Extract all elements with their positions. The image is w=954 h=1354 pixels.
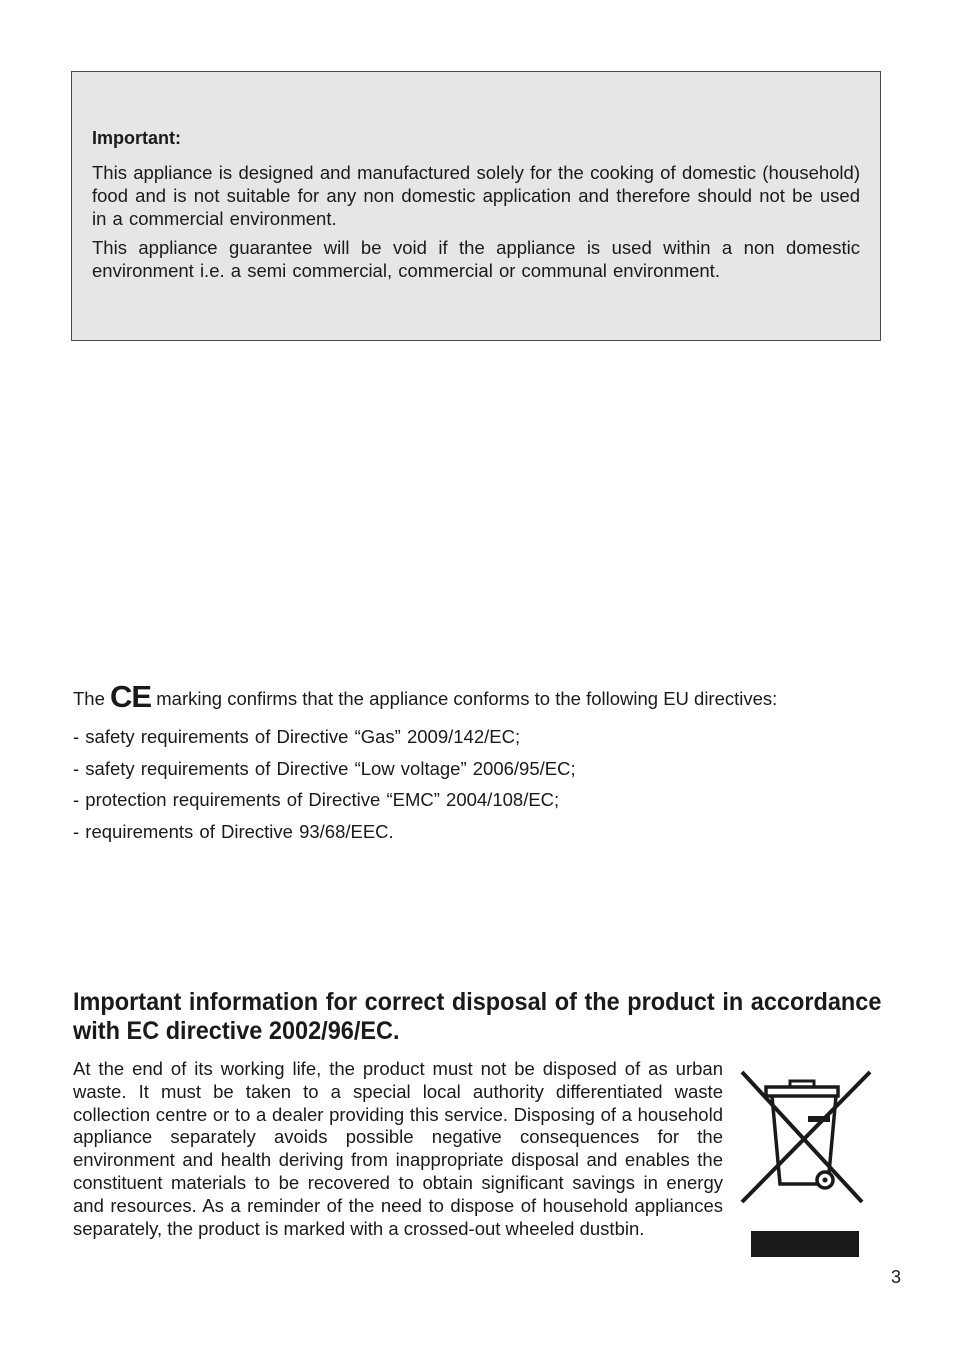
ce-intro-before: The <box>73 688 105 709</box>
important-heading: Important: <box>92 128 181 148</box>
important-notice-box <box>71 71 881 341</box>
important-paragraph-domestic-use: This appliance is designed and manufactured solely for the cooking of domestic (household) food and is not suitable for any non domestic application and therefore should not be used in a commercial environment. <box>92 162 860 229</box>
important-notice-content <box>92 127 860 288</box>
ce-intro-after: marking confirms that the appliance conforms to the following EU directives: <box>156 688 778 709</box>
crossed-out-wheeled-bin-icon <box>736 1066 872 1262</box>
ce-conformity-section <box>73 677 893 847</box>
directive-list <box>73 721 893 847</box>
disposal-body-text: At the end of its working life, the product must not be disposed of as urban waste. It must be taken to a special local authority differentiated waste collection centre or to a dealer providing this service. Disposing of a household appliance separately avoids possible negative consequences for the environment and health deriving from inappropriate disposal and enables the constituent materials to be recovered to obtain significant savings in energy and resources. As a reminder of the need to dispose of household appliances separately, the product is marked with a crossed-out wheeled dustbin. <box>73 1058 723 1239</box>
page-number: 3 <box>891 1267 902 1287</box>
ce-mark: CE <box>110 679 152 714</box>
disposal-heading: Important information for correct disposal of the product in accordance with EC directive 2002/96/EC. <box>73 988 882 1045</box>
ce-intro <box>73 677 893 719</box>
directive-item-emc: - protection requirements of Directive “EMC” 2004/108/EC; <box>73 789 560 810</box>
directive-item-93-68-eec: - requirements of Directive 93/68/EEC. <box>73 820 394 842</box>
directive-item-gas: - safety requirements of Directive “Gas” 2009/142/EC; <box>73 726 521 747</box>
important-paragraph-guarantee: This appliance guarantee will be void if the appliance is used within a non domestic environment i.e. a semi commercial, commercial or communal environment. <box>92 237 860 281</box>
directive-item-low-voltage: - safety requirements of Directive “Low voltage” 2006/95/EC; <box>73 757 576 779</box>
